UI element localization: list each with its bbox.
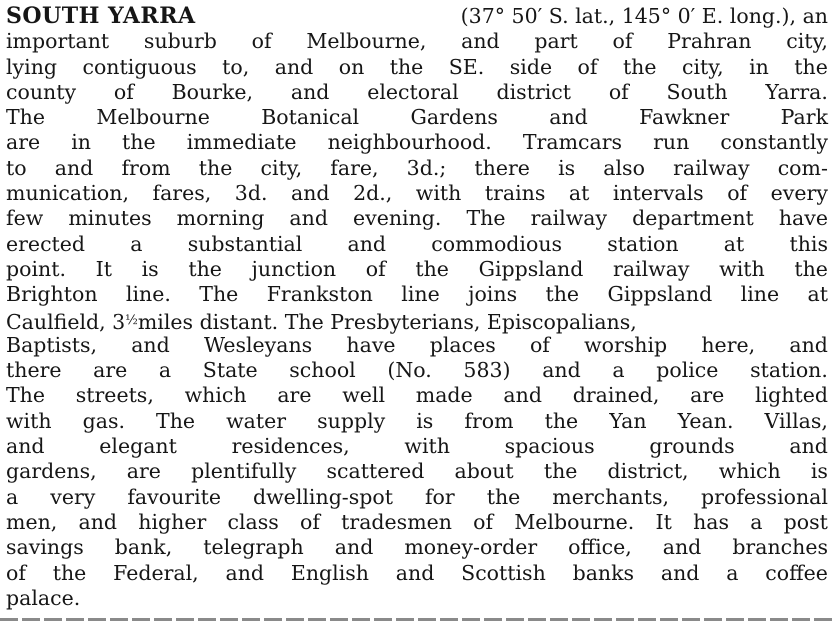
text-line	[6, 29, 828, 54]
word: and	[289, 206, 328, 231]
word: and	[549, 105, 588, 130]
word: the	[188, 256, 222, 281]
word: Brighton	[6, 282, 98, 307]
word: com-	[777, 155, 828, 180]
word: station.	[750, 358, 828, 383]
word: State	[202, 358, 258, 383]
word: of	[6, 560, 26, 585]
word: Yean.	[677, 408, 734, 433]
coordinates-text: (37° 50′ S. lat., 145° 0′ E. long.), an	[460, 4, 828, 28]
text-line	[6, 156, 828, 181]
word: and	[290, 181, 330, 206]
body-lines	[6, 29, 828, 307]
text-line	[6, 4, 828, 29]
word: also	[603, 155, 645, 180]
word: The	[156, 408, 196, 433]
word: is	[810, 459, 828, 484]
word: district	[496, 79, 572, 104]
word: of	[365, 256, 386, 281]
word: point.	[6, 256, 66, 281]
word: 3d.;	[406, 155, 447, 180]
word: places	[429, 332, 496, 357]
text-line	[6, 409, 828, 434]
word: made	[415, 383, 473, 408]
word: intervals	[612, 181, 704, 206]
text-line	[6, 206, 828, 231]
word: of	[727, 181, 748, 206]
word: joins	[468, 282, 518, 307]
word: city,	[786, 29, 828, 54]
text-line	[6, 130, 828, 155]
word: line.	[125, 282, 171, 307]
word: men,	[6, 509, 58, 534]
word: The	[199, 282, 239, 307]
text-line	[6, 80, 828, 105]
word: school	[289, 358, 356, 383]
word: which	[718, 459, 781, 484]
word: morning	[176, 206, 265, 231]
word: with	[719, 256, 765, 281]
word: of	[577, 54, 598, 79]
word: with	[415, 181, 462, 206]
word: and	[347, 231, 387, 256]
word: and	[789, 332, 828, 357]
headword: SOUTH YARRA	[6, 3, 196, 29]
word: neighbourhood.	[327, 130, 492, 155]
word: savings	[6, 535, 84, 560]
text-line	[6, 282, 828, 307]
word: and	[662, 535, 702, 560]
word: part	[534, 29, 578, 54]
word: water	[226, 408, 287, 433]
word: from	[121, 155, 171, 180]
word: English	[290, 560, 369, 585]
word: every	[770, 181, 828, 206]
text-line	[6, 358, 828, 383]
word: electoral	[367, 79, 459, 104]
word: well	[342, 383, 386, 408]
word: city,	[681, 54, 724, 79]
word: 583)	[463, 358, 511, 383]
body-lines	[6, 333, 828, 586]
text-line	[6, 434, 828, 459]
word: have	[346, 332, 396, 357]
word: police	[656, 358, 719, 383]
text-line	[6, 510, 828, 535]
word: and	[542, 358, 581, 383]
word: and	[78, 509, 118, 534]
word: It	[655, 509, 672, 534]
text-line	[6, 181, 828, 206]
word: suburb	[143, 29, 217, 54]
text-line	[6, 383, 828, 408]
word: a	[130, 231, 143, 256]
word: line	[401, 282, 440, 307]
word: Gippsland	[478, 256, 584, 281]
word: Baptists,	[6, 332, 97, 357]
text-line	[6, 459, 828, 484]
word: grounds	[649, 434, 735, 459]
word: which	[184, 383, 247, 408]
word: of	[251, 29, 272, 54]
text-line	[6, 485, 828, 510]
word: higher	[138, 509, 207, 534]
text-line	[6, 55, 828, 80]
word: supply	[317, 408, 386, 433]
word: The	[6, 105, 46, 130]
word: contiguous	[82, 54, 197, 79]
text-line	[6, 257, 828, 282]
text-line-content	[6, 308, 637, 333]
word: is	[141, 256, 159, 281]
word: of	[113, 79, 134, 104]
word: district,	[607, 459, 689, 484]
distance-text-rest: miles distant. The Presbyterians, Episcopalians,	[137, 309, 637, 334]
word: side	[509, 54, 553, 79]
word: Botanical	[261, 105, 360, 130]
word: station	[607, 231, 679, 256]
word: commodious	[431, 231, 563, 256]
word: are	[126, 459, 161, 484]
word: Melbourne	[96, 105, 210, 130]
word: spacious	[504, 434, 595, 459]
word: are	[6, 130, 41, 155]
word: of	[529, 332, 550, 357]
word: substantial	[187, 231, 303, 256]
word: drained,	[572, 383, 660, 408]
word: elegant	[99, 434, 177, 459]
word: the	[122, 130, 156, 155]
word: It	[95, 256, 112, 281]
word: Gardens	[410, 105, 498, 130]
word: Melbourne.	[514, 509, 635, 534]
word: coffee	[765, 560, 828, 585]
word: telegraph	[203, 535, 304, 560]
word: merchants,	[552, 484, 670, 509]
word: and	[461, 29, 500, 54]
text-line	[6, 308, 828, 333]
word: county	[6, 79, 77, 104]
word: Scottish	[461, 560, 546, 585]
word: erected	[6, 231, 86, 256]
word: South	[666, 79, 728, 104]
word: and	[395, 560, 435, 585]
word: Yarra.	[765, 79, 828, 104]
word: the	[486, 484, 521, 509]
word: the	[794, 54, 828, 79]
word: Bourke,	[171, 79, 254, 104]
word: the	[415, 256, 449, 281]
word: this	[789, 231, 828, 256]
word: and	[225, 560, 265, 585]
word: junction	[251, 256, 337, 281]
word: the	[52, 560, 87, 585]
word: with	[404, 434, 450, 459]
word: a	[726, 560, 739, 585]
word: the	[545, 282, 580, 307]
word: residences,	[231, 434, 350, 459]
word: with	[6, 408, 52, 433]
word: class	[227, 509, 279, 534]
word: railway	[673, 155, 750, 180]
word: and	[6, 434, 45, 459]
word: there	[474, 155, 530, 180]
word: Prahran	[667, 29, 752, 54]
word: money-order	[404, 535, 538, 560]
word: about	[454, 459, 514, 484]
word: in	[749, 54, 769, 79]
word: lying	[6, 54, 58, 79]
word: and	[54, 155, 94, 180]
text-line	[6, 561, 828, 586]
word: are	[690, 383, 725, 408]
text-line	[6, 535, 828, 560]
word: are	[277, 383, 312, 408]
word: and	[660, 560, 700, 585]
word: (No.	[387, 358, 432, 383]
word: is	[558, 155, 576, 180]
word: office,	[568, 535, 632, 560]
word: trains	[484, 181, 546, 206]
word: at	[568, 181, 590, 206]
word: post	[783, 509, 828, 534]
word: a	[158, 358, 172, 383]
word: are	[93, 358, 128, 383]
word: Park	[780, 105, 828, 130]
word: plentifully	[191, 459, 297, 484]
word: for	[424, 484, 455, 509]
word: Federal,	[113, 560, 199, 585]
word: banks	[572, 560, 635, 585]
word: streets,	[75, 383, 154, 408]
word: and	[789, 434, 828, 459]
word: of	[473, 509, 494, 534]
word: a	[612, 358, 625, 383]
word: gas.	[82, 408, 125, 433]
text-line	[6, 105, 828, 130]
word: the	[794, 256, 828, 281]
word: the	[543, 459, 578, 484]
word: at	[807, 282, 828, 307]
word: gardens,	[6, 459, 97, 484]
word: there	[6, 358, 62, 383]
word: city,	[260, 155, 303, 180]
word: of	[608, 79, 629, 104]
last-line-text: palace.	[6, 585, 81, 610]
distance-text: Caulfield, 3	[6, 309, 126, 334]
word: of	[612, 29, 633, 54]
word: favourite	[127, 484, 222, 509]
word: few	[6, 206, 44, 231]
word: here,	[701, 332, 756, 357]
word: the	[198, 155, 233, 180]
word: Villas,	[764, 408, 828, 433]
word: tradesmen	[341, 509, 452, 534]
word: Wesleyans	[203, 332, 313, 357]
word: the	[544, 408, 579, 433]
word: department	[632, 206, 754, 231]
word: and	[131, 332, 170, 357]
word: in	[71, 130, 91, 155]
word: branches	[732, 535, 828, 560]
word: has	[693, 509, 730, 534]
word: and	[274, 54, 314, 79]
word: of	[300, 509, 320, 534]
word: bank,	[114, 535, 173, 560]
text-line	[6, 586, 828, 611]
word: fare,	[330, 155, 379, 180]
word: at	[723, 231, 745, 256]
fraction-half: ½	[125, 312, 138, 328]
word: evening.	[353, 206, 442, 231]
word: is	[416, 408, 434, 433]
word: on	[338, 54, 365, 79]
word: from	[464, 408, 514, 433]
word: the	[389, 54, 424, 79]
word: to,	[222, 54, 250, 79]
word: Frankston	[266, 282, 373, 307]
word: Melbourne,	[306, 29, 427, 54]
word: dwelling-spot	[253, 484, 393, 509]
word: 3d.	[234, 181, 268, 206]
text-line	[6, 232, 828, 257]
word: lighted	[755, 383, 828, 408]
word: minutes	[68, 206, 152, 231]
word: and	[334, 535, 374, 560]
word: Gippsland	[607, 282, 713, 307]
word: munication,	[6, 181, 129, 206]
word: professional	[701, 484, 828, 509]
word: have	[778, 206, 828, 231]
word: immediate	[186, 130, 297, 155]
word: a	[6, 484, 19, 509]
gazetteer-entry	[6, 4, 828, 611]
word: Tramcars	[522, 130, 623, 155]
word: Fawkner	[639, 105, 730, 130]
text-line	[6, 333, 828, 358]
word: fares,	[152, 181, 212, 206]
word: SE.	[448, 54, 485, 79]
word: The	[6, 383, 46, 408]
word: the	[622, 54, 657, 79]
word: railway	[530, 206, 608, 231]
word: very	[50, 484, 96, 509]
word: Yan	[609, 408, 647, 433]
word: important	[6, 29, 110, 54]
word: and	[503, 383, 542, 408]
word: worship	[584, 332, 668, 357]
word: constantly	[720, 130, 828, 155]
word: line	[740, 282, 780, 307]
word: scattered	[326, 459, 425, 484]
word: to	[6, 155, 27, 180]
word: and	[290, 79, 330, 104]
word: run	[653, 130, 690, 155]
word: The	[466, 206, 506, 231]
word: railway	[613, 256, 690, 281]
word: a	[750, 509, 763, 534]
word: 2d.,	[353, 181, 393, 206]
